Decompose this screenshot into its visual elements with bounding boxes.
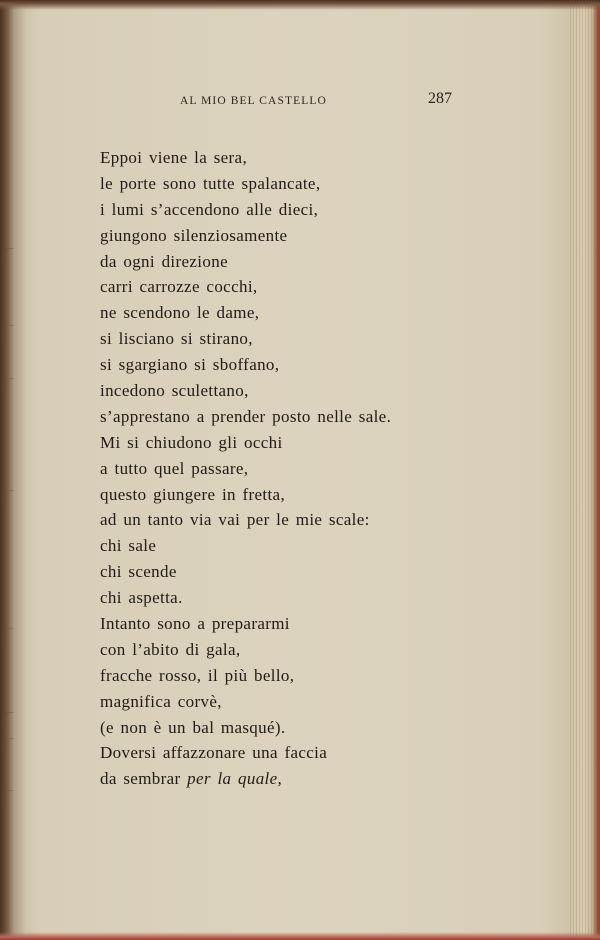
- poem-line: Eppoi viene la sera,: [100, 148, 248, 167]
- poem-line: magnifica corvè,: [100, 691, 222, 711]
- poem-line: si sgargiano si sboffano,: [100, 355, 280, 375]
- bleed-through-mark: [2, 712, 14, 727]
- poem-last-line-italic: per la quale,: [187, 769, 283, 789]
- poem-line: chi aspetta.: [100, 588, 183, 608]
- poem-line: le porte sono tutte spalancate,: [100, 173, 321, 193]
- bleed-through-mark: [2, 738, 14, 753]
- top-page-edge: [0, 0, 600, 10]
- poem-line: carri carrozze cocchi,: [100, 277, 258, 297]
- poem-line: con l’abito di gala,: [100, 639, 241, 659]
- poem-line: incedono sculettano,: [100, 381, 249, 401]
- poem-line: (e non è un bal masqué).: [100, 717, 286, 737]
- poem-last-line-plain: da sembrar: [100, 769, 188, 789]
- poem-line: chi sale: [100, 536, 157, 556]
- bleed-through-mark: [2, 378, 14, 393]
- poem-line: da ogni direzione: [100, 251, 228, 271]
- bleed-through-mark: [2, 790, 14, 805]
- poem-line: ne scendono le dame,: [100, 303, 260, 323]
- poem-line: si lisciano si stirano,: [100, 329, 253, 349]
- poem-text: [100, 145, 480, 792]
- poem-line: Doversi affazzonare una faccia: [100, 743, 328, 763]
- poem-line: giungono silenziosamente: [100, 225, 288, 245]
- poem-line: s’apprestano a prender posto nelle sale.: [100, 406, 392, 426]
- bleed-through-mark: [2, 325, 14, 340]
- poem-line: Intanto sono a prepararmi: [100, 614, 290, 634]
- poem-line: a tutto quel passare,: [100, 458, 249, 478]
- poem-line: questo giungere in fretta,: [100, 484, 286, 504]
- fore-edge-pages: [570, 0, 600, 940]
- poem-line: Mi si chiudono gli occhi: [100, 432, 283, 452]
- bleed-through-mark: [2, 490, 14, 505]
- poem-line: i lumi s’accendono alle dieci,: [100, 199, 319, 219]
- bottom-page-edge: [0, 932, 600, 940]
- bleed-through-mark: [2, 628, 14, 643]
- poem-last-line: [100, 766, 480, 792]
- poem-line: fracche rosso, il più bello,: [100, 665, 295, 685]
- bleed-through-mark: [2, 248, 14, 263]
- running-head: AL MIO BEL CASTELLO: [180, 95, 327, 107]
- poem-line: chi scende: [100, 562, 177, 582]
- poem-line: ad un tanto via vai per le mie scale:: [100, 510, 370, 530]
- page-number: 287: [428, 90, 452, 107]
